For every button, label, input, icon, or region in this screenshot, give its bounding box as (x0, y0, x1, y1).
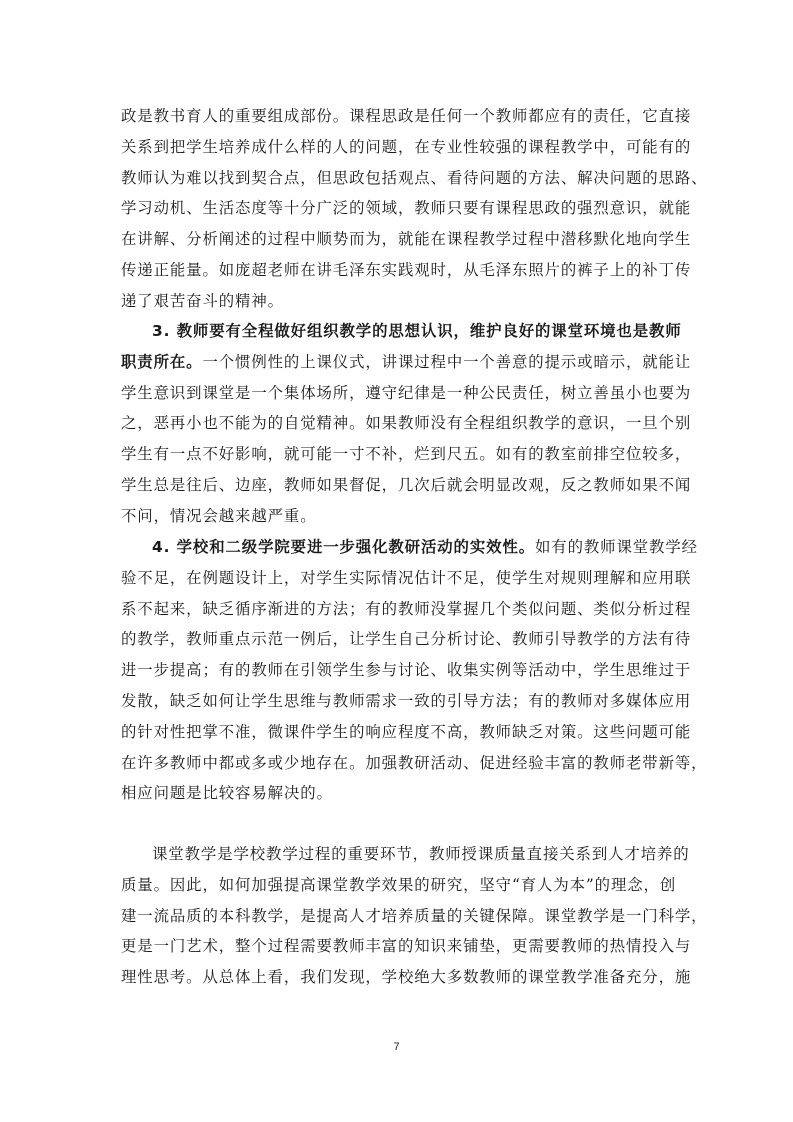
paragraph-line: 教师认为难以找到契合点，但思政包括观点、看待问题的方法、解决问题的思路、 (121, 168, 708, 187)
paragraph-line: 关系到把学生培养成什么样的人的问题，在专业性较强的课程教学中，可能有的 (121, 137, 692, 156)
paragraph-line: 课堂教学是学校教学过程的重要环节，教师授课质量直接关系到人才培养的 (152, 845, 690, 863)
paragraph-line: 理性思考。从总体上看，我们发现，学校绝大多数教师的课堂教学准备充分，施 (121, 968, 692, 987)
paragraph-line: 的教学，教师重点示范一例后，让学生自己分析讨论、教师引导教学的方法有待 (121, 630, 692, 649)
paragraph-line: 之，恶再小也不能为的自觉精神。如果教师没有全程组织教学的意识，一旦个别 (121, 414, 692, 433)
paragraph-3 (121, 532, 708, 809)
paragraph-line: 更是一门艺术，整个过程需要教师丰富的知识来铺垫，更需要教师的热情投入与 (121, 937, 692, 956)
paragraph-line (121, 532, 698, 563)
paragraph-line: 系不起来，缺乏循序渐进的方法；有的教师没掌握几个类似问题、类似分析过程 (121, 599, 692, 618)
paragraph-line (121, 347, 692, 378)
paragraph-line: 发散，缺乏如何让学生思维与教师需求一致的引导方法；有的教师对多媒体应用 (121, 691, 692, 710)
paragraph-4 (121, 839, 708, 993)
paragraph-2 (121, 316, 692, 532)
paragraph-line: 递了艰苦奋斗的精神。 (121, 291, 284, 310)
page-number: 7 (393, 1041, 400, 1053)
paragraph-line: 学生总是往后、边座，教师如果督促，几次后就会明显改观，反之教师如果不闻 (121, 475, 692, 494)
section-heading-4: 4. 学校和二级学院要进一步强化教研活动的实效性。 (152, 538, 536, 556)
paragraph-line: 进一步提高；有的教师在引领学生参与讨论、收集实例等活动中，学生思维过于 (121, 661, 692, 680)
paragraph-line: 学生意识到课堂是一个集体场所，遵守纪律是一种公民责任，树立善虽小也要为 (121, 383, 692, 402)
paragraph-line: 建一流品质的本科教学，是提高人才培养质量的关键保障。课堂教学是一门科学， (121, 906, 708, 925)
paragraph-line: 质量。因此，如何加强提高课堂教学效果的研究，坚守“育人为本”的理念，创 (121, 875, 677, 894)
section-heading-3-continued: 职责所在。 (121, 352, 203, 371)
section-heading-3: 3. 教师要有全程做好组织教学的思想认识，维护良好的课堂环境也是教师 (152, 322, 682, 340)
paragraph-line: 验不足，在例题设计上，对学生实际情况估计不足，使学生对规则理解和应用联 (121, 568, 692, 587)
paragraph-line: 政是教书育人的重要组成部份。课程思政是任何一个教师都应有的责任，它直接 (121, 107, 692, 125)
paragraph-line: 在讲解、分析阐述的过程中顺势而为，就能在课程教学过程中潜移默化地向学生 (121, 230, 692, 249)
paragraph-line: 的针对性把掌不准，微课件学生的响应程度不高，教师缺乏对策。这些问题可能 (121, 722, 692, 741)
paragraph-line: 学生有一点不好影响，就可能一寸不补，烂到尺五。如有的教室前排空位较多， (121, 445, 692, 464)
paragraph-line: 不问，情况会越来越严重。 (121, 506, 317, 525)
paragraph-line: 学习动机、生活态度等十分广泛的领域，教师只要有课程思政的强烈意识，就能 (121, 199, 692, 218)
paragraph-text: 如有的教师课堂教学经 (535, 538, 698, 556)
paragraph-line: 在许多教师中都或多或少地存在。加强教研活动、促进经验丰富的教师老带新等， (121, 753, 708, 772)
paragraph-line: 相应问题是比较容易解决的。 (121, 784, 333, 803)
paragraph-1 (121, 101, 708, 317)
paragraph-text: 一个惯例性的上课仪式，讲课过程中一个善意的提示或暗示，就能让 (202, 352, 692, 371)
paragraph-line: 传递正能量。如庞超老师在讲毛泽东实践观时，从毛泽东照片的裤子上的补丁传 (121, 260, 692, 279)
